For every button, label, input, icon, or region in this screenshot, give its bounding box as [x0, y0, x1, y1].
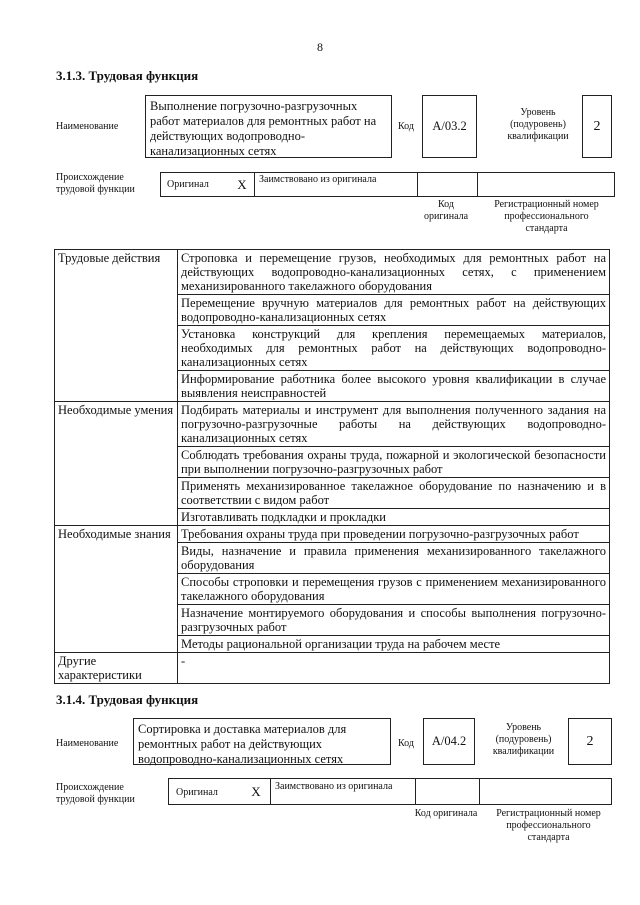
table-item: Строповка и перемещение грузов, необходимых для ремонтных работ на действующих водопроводно-канализационных сетях, с применением механизированного такелажного оборудования [178, 250, 610, 295]
reg-number-caption: Регистрационный номер профессионального стандарта [496, 808, 601, 843]
table-item: Подбирать материалы и инструмент для выполнения полученного задания на погрузочно-разгрузочные работы на действующих водопроводно-канализационных сетях [178, 402, 610, 447]
code-original-caption: Код оригинала [414, 808, 478, 819]
original-mark: X [237, 177, 247, 192]
original-mark: X [251, 784, 261, 799]
origin-label: Происхождение трудовой функции [56, 782, 135, 805]
table-row [55, 402, 610, 447]
table-item: Соблюдать требования охраны труда, пожарной и экологической безопасности при выполнении погрузочно-разгрузочных работ [178, 447, 610, 478]
origin-row [168, 778, 612, 805]
table-item: Методы рациональной организации труда на рабочем месте [178, 636, 610, 653]
function-name-box: Сортировка и доставка материалов для ремонтных работ на действующих водопроводно-канализационных сетях [133, 718, 391, 765]
code-label: Код [398, 738, 414, 749]
table-row [55, 653, 610, 684]
origin-row [160, 172, 615, 197]
table-row [55, 526, 610, 543]
function-name-box: Выполнение погрузочно-разгрузочных работ материалов для ремонтных работ на действующих водопроводно-канализационных сетях [145, 95, 392, 158]
name-label: Наименование [56, 121, 119, 132]
table-item: Виды, назначение и правила применения механизированного такелажного оборудования [178, 543, 610, 574]
code-value: А/04.2 [423, 718, 475, 765]
section-heading-3-1-4: 3.1.4. Трудовая функция [56, 692, 199, 707]
original-label: Оригинал [176, 787, 218, 798]
code-label: Код [398, 121, 414, 132]
category-cell: Трудовые действия [55, 250, 178, 402]
labor-function-table [54, 249, 610, 684]
category-cell: Другие характеристики [55, 653, 178, 684]
table-item: Перемещение вручную материалов для ремонтных работ на действующих водопроводно-канализационных сетях [178, 295, 610, 326]
reg-number-caption: Регистрационный номер профессионального стандарта [494, 199, 599, 234]
table-item: Назначение монтируемого оборудования и способы выполнения погрузочно-разгрузочных работ [178, 605, 610, 636]
page-number: 8 [317, 40, 323, 54]
borrowed-label: Заимствовано из оригинала [275, 781, 393, 792]
table-item: Изготавливать подкладки и прокладки [178, 509, 610, 526]
table-item: Применять механизированное такелажное оборудование по назначению и в соответствии с видом работ [178, 478, 610, 509]
category-cell: Необходимые умения [55, 402, 178, 526]
table-item: Установка конструкций для крепления перемещаемых материалов, необходимых для ремонтных работ на действующих водопроводно-канализационных сетях [178, 326, 610, 371]
code-value: А/03.2 [422, 95, 477, 158]
section-heading-3-1-3: 3.1.3. Трудовая функция [56, 68, 199, 83]
table-item: - [178, 653, 610, 684]
level-value: 2 [568, 718, 612, 765]
original-label: Оригинал [167, 179, 209, 190]
code-original-caption: Код оригинала [423, 199, 469, 222]
name-label: Наименование [56, 738, 119, 749]
category-cell: Необходимые знания [55, 526, 178, 653]
level-value: 2 [582, 95, 612, 158]
table-item: Способы строповки и перемещения грузов с применением механизированного такелажного оборудования [178, 574, 610, 605]
level-label: Уровень (подуровень) квалификации [507, 107, 569, 142]
level-label: Уровень (подуровень) квалификации [492, 722, 555, 757]
borrowed-label: Заимствовано из оригинала [259, 174, 377, 185]
table-row [55, 250, 610, 295]
origin-label: Происхождение трудовой функции [56, 172, 135, 195]
table-item: Информирование работника более высокого уровня квалификации в случае выявления неисправностей [178, 371, 610, 402]
table-item: Требования охраны труда при проведении погрузочно-разгрузочных работ [178, 526, 610, 543]
